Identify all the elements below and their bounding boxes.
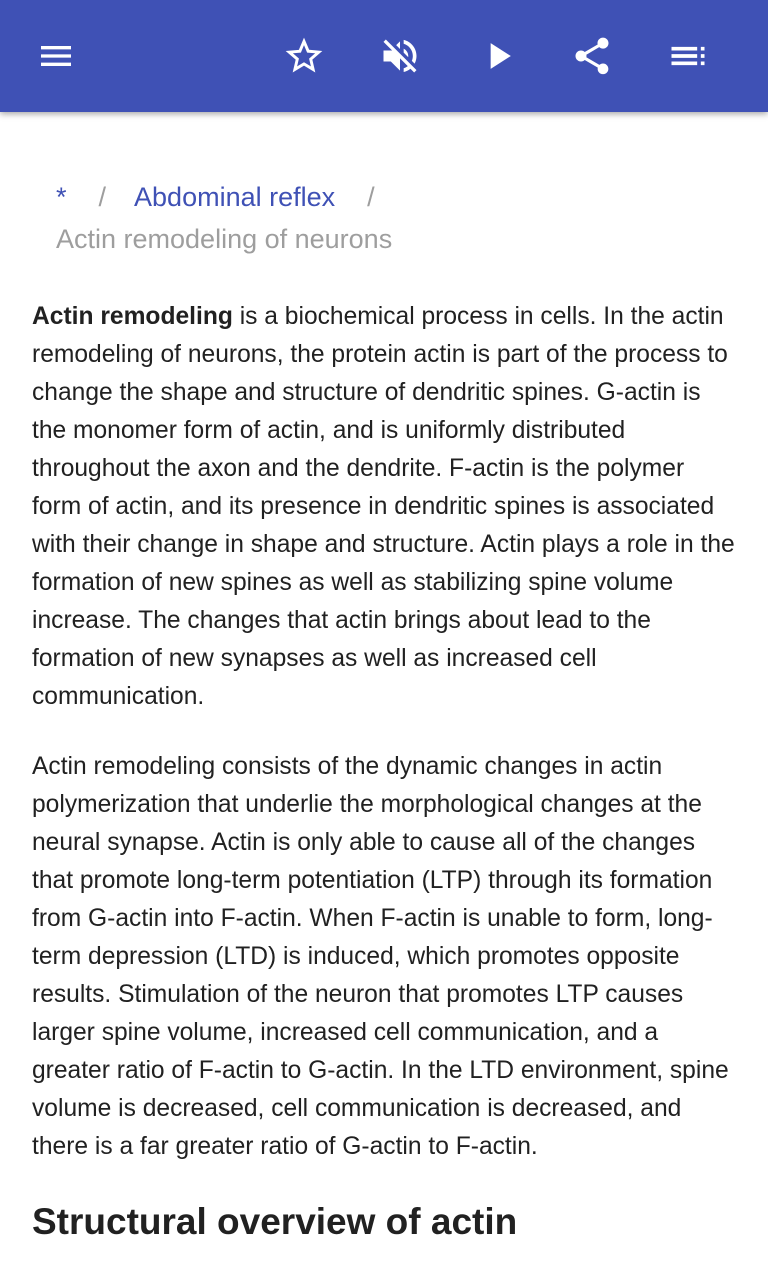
favorite-button[interactable] [276,28,332,84]
share-icon [570,34,614,78]
app-toolbar [0,0,768,112]
article-paragraph-text: is a biochemical process in cells. In the actin remodeling of neurons, the protein actin is part of the process to change the shape and structure of dendritic spines. G-actin is the monomer form of actin, and is uniformly distributed throughout the axon and the dendrite. F-actin is the polymer form of actin, and its presence in dendritic spines is associated with their change in shape and structure. Actin plays a role in the formation of new spines as well as stabilizing spine volume increase. The changes that actin brings about lead to the formation of new synapses as well as increased cell communication. [32,303,735,710]
article-paragraph [32,298,740,716]
play-icon [476,34,520,78]
article-paragraph: Actin remodeling consists of the dynamic changes in actin polymerization that underlie the morphological changes at the neural synapse. Actin is only able to cause all of the changes that promote long-term potentiation (LTP) through its formation from G-actin into F-actin. When F-actin is unable to form, long-term depression (LTD) is induced, which promotes opposite results. Stimulation of the neuron that promotes LTP causes larger spine volume, increased cell communication, and a greater ratio of F-actin to G-actin. In the LTD environment, spine volume is decreased, cell communication is decreased, and there is a far greater ratio of G-actin to F-actin. [32,753,729,1160]
mute-button[interactable] [372,28,428,84]
play-button[interactable] [470,28,526,84]
table-of-contents-icon [666,34,710,78]
star-outline-icon [282,34,326,78]
breadcrumb-separator: / [367,182,375,212]
menu-button[interactable] [28,28,84,84]
section-heading: Structural overview of actin [32,1201,518,1242]
article-term: Actin remodeling [32,303,233,330]
breadcrumb [56,176,736,260]
breadcrumb-home-link[interactable]: * [56,182,67,212]
breadcrumb-current: Actin remodeling of neurons [56,224,393,254]
volume-off-icon [378,34,422,78]
hamburger-menu-icon [36,36,76,76]
article-body [32,298,740,1246]
contents-button[interactable] [660,28,716,84]
share-button[interactable] [564,28,620,84]
breadcrumb-parent-link[interactable]: Abdominal reflex [134,182,336,212]
breadcrumb-separator: / [98,182,107,212]
